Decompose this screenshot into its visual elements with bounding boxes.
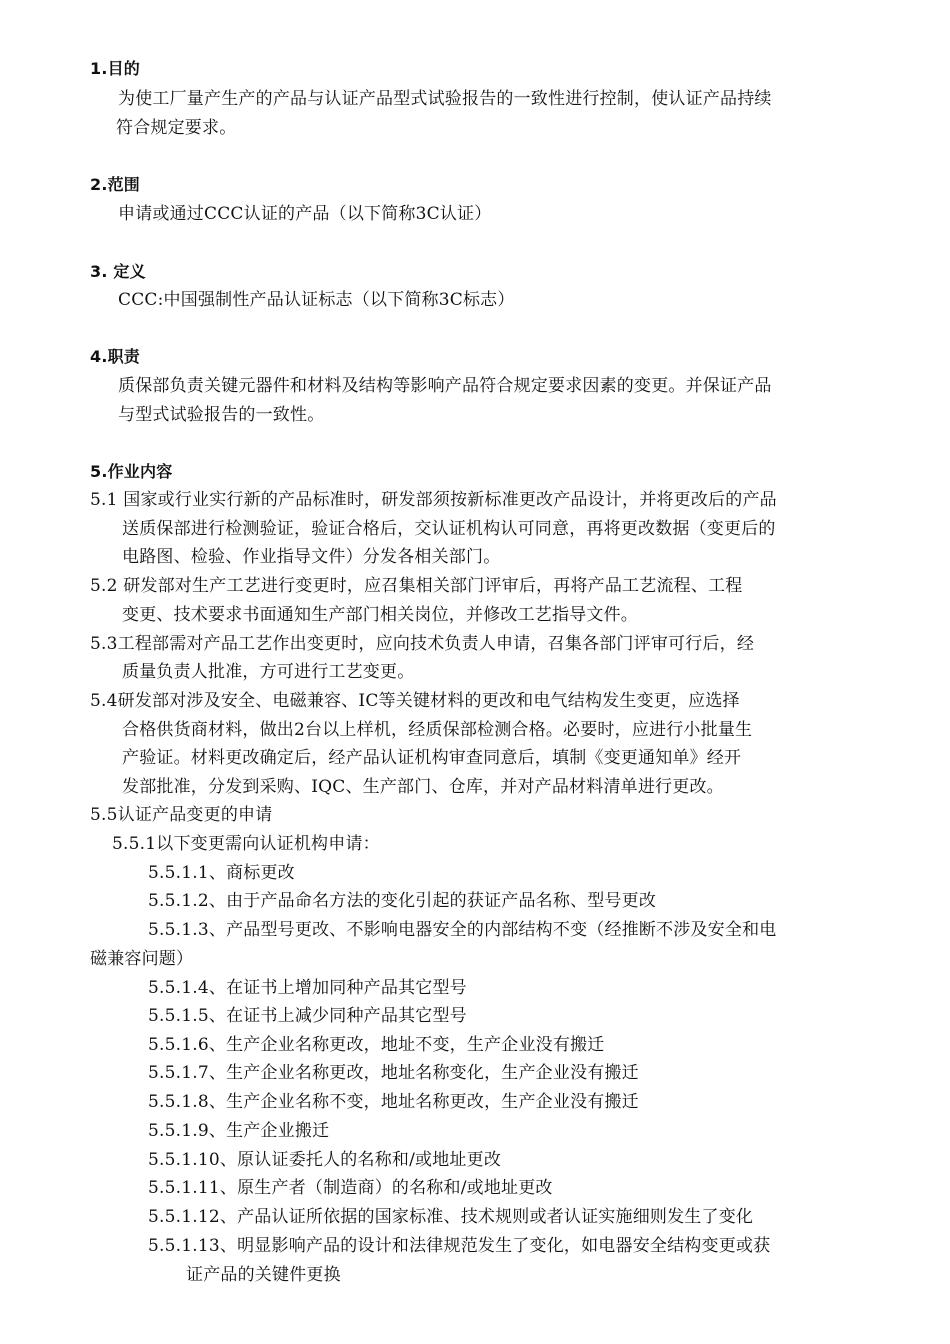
section-5-line: 合格供货商材料，做出2台以上样机，经质保部检测合格。必要时，应进行小批量生 bbox=[122, 720, 753, 740]
section-5-line: 5.5.1.13、明显影响产品的设计和法律规范发生了变化，如电器安全结构变更或获 bbox=[148, 1236, 771, 1256]
section-5-line: 5.5.1.11、原生产者（制造商）的名称和/或地址更改 bbox=[148, 1178, 553, 1198]
section-5-line: 5.4研发部对涉及安全、电磁兼容、IC等关键材料的更改和电气结构发生变更，应选择 bbox=[90, 691, 740, 711]
section-5-line: 5.5认证产品变更的申请 bbox=[90, 805, 273, 825]
section-4-heading: 4.职责 bbox=[90, 347, 141, 366]
section-5-line: 5.2 研发部对生产工艺进行变更时，应召集相关部门评审后，再将产品工艺流程、工程 bbox=[90, 576, 743, 596]
section-4-line-2: 与型式试验报告的一致性。 bbox=[118, 405, 325, 425]
section-5-line: 5.5.1以下变更需向认证机构申请： bbox=[112, 834, 380, 854]
section-5-line: 发部批准，分发到采购、IQC、生产部门、仓库，并对产品材料清单进行更改。 bbox=[122, 777, 724, 797]
section-5-line: 5.5.1.8、生产企业名称不变，地址名称更改，生产企业没有搬迁 bbox=[148, 1092, 639, 1112]
section-5-line: 5.5.1.10、原认证委托人的名称和/或地址更改 bbox=[148, 1150, 502, 1170]
section-5-heading: 5.作业内容 bbox=[90, 462, 173, 481]
section-5-line: 证产品的关键件更换 bbox=[186, 1265, 341, 1285]
section-5-line: 5.5.1.3、产品型号更改、不影响电器安全的内部结构不变（经推断不涉及安全和电 bbox=[148, 920, 777, 940]
section-3-heading: 3. 定义 bbox=[90, 262, 146, 281]
section-5-line: 5.1 国家或行业实行新的产品标准时，研发部须按新标准更改产品设计，并将更改后的产品 bbox=[90, 490, 777, 510]
section-5-line: 磁兼容问题） bbox=[90, 949, 194, 969]
section-3-line-1: CCC:中国强制性产品认证标志（以下简称3C标志） bbox=[118, 290, 515, 310]
section-5-line: 5.5.1.2、由于产品命名方法的变化引起的获证产品名称、型号更改 bbox=[148, 891, 657, 911]
section-1-line-2: 符合规定要求。 bbox=[116, 118, 237, 138]
section-2-line-1: 申请或通过CCC认证的产品（以下简称3C认证） bbox=[118, 204, 492, 224]
section-5-line: 5.5.1.7、生产企业名称更改，地址名称变化，生产企业没有搬迁 bbox=[148, 1063, 639, 1083]
section-5-line: 5.3工程部需对产品工艺作出变更时，应向技术负责人申请，召集各部门评审可行后，经 bbox=[90, 634, 755, 654]
section-5-line: 5.5.1.1、商标更改 bbox=[148, 863, 295, 883]
section-5-line: 5.5.1.12、产品认证所依据的国家标准、技术规则或者认证实施细则发生了变化 bbox=[148, 1207, 754, 1227]
section-5-line: 质量负责人批准，方可进行工艺变更。 bbox=[122, 662, 415, 682]
section-5-line: 5.5.1.4、在证书上增加同种产品其它型号 bbox=[148, 978, 467, 998]
section-5-line: 变更、技术要求书面通知生产部门相关岗位，并修改工艺指导文件。 bbox=[122, 605, 638, 625]
section-1-heading: 1.目的 bbox=[90, 59, 141, 78]
section-5-line: 电路图、检验、作业指导文件）分发各相关部门。 bbox=[122, 547, 501, 567]
section-5-line: 5.5.1.9、生产企业搬迁 bbox=[148, 1121, 330, 1141]
section-5-line: 送质保部进行检测验证，验证合格后，交认证机构认可同意，再将更改数据（变更后的 bbox=[122, 519, 776, 539]
section-5-line: 5.5.1.6、生产企业名称更改，地址不变，生产企业没有搬迁 bbox=[148, 1035, 605, 1055]
section-5-line: 5.5.1.5、在证书上减少同种产品其它型号 bbox=[148, 1006, 467, 1026]
section-2-heading: 2.范围 bbox=[90, 175, 141, 194]
section-4-line-1: 质保部负责关键元器件和材料及结构等影响产品符合规定要求因素的变更。并保证产品 bbox=[118, 376, 772, 396]
section-5-line: 产验证。材料更改确定后，经产品认证机构审查同意后，填制《变更通知单》经开 bbox=[122, 748, 742, 768]
section-1-line-1: 为使工厂量产生产的产品与认证产品型式试验报告的一致性进行控制，使认证产品持续 bbox=[118, 89, 772, 109]
